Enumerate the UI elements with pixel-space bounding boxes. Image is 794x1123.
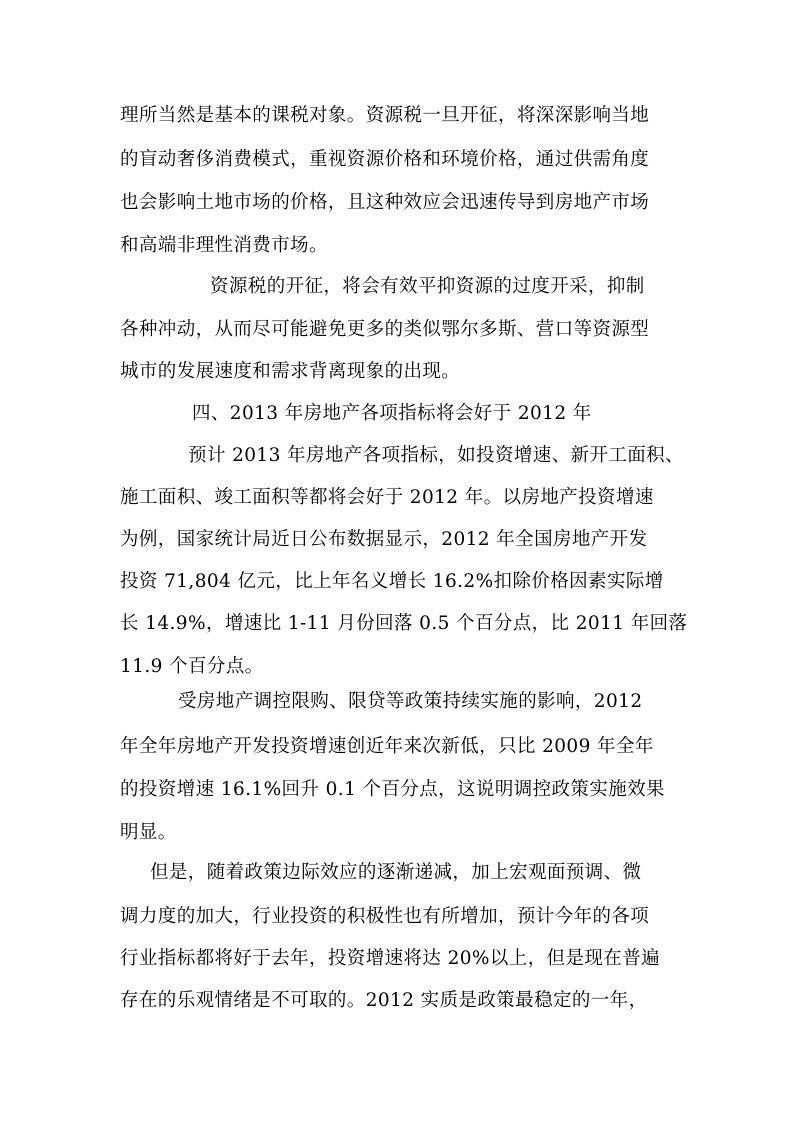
text-line: 存在的乐观情绪是不可取的。2012 实质是政策最稳定的一年， (120, 990, 648, 1011)
text-line: 年全年房地产开发投资增速创近年来次新低，只比 2009 年全年 (120, 736, 654, 757)
text-line: 行业指标都将好于去年，投资增速将达 20%以上，但是现在普遍 (120, 948, 661, 969)
text-line: 受房地产调控限购、限贷等政策持续实施的影响，2012 (178, 691, 643, 712)
text-line: 明显。 (120, 822, 177, 843)
text-line: 资源税的开征，将会有效平抑资源的过度开采，抑制 (210, 276, 645, 297)
text-line: 为例，国家统计局近日公布数据显示，2012 年全国房地产开发 (120, 529, 648, 550)
text-line: 各种冲动，从而尽可能避免更多的类似鄂尔多斯、营口等资源型 (120, 319, 650, 340)
text-line: 施工面积、竣工面积等都将会好于 2012 年。以房地产投资增速 (120, 487, 654, 508)
text-line: 投资 71,804 亿元，比上年名义增长 16.2%扣除价格因素实际增 (120, 571, 664, 592)
text-line: 预计 2013 年房地产各项指标，如投资增速、新开工面积、 (188, 445, 684, 466)
text-line: 调力度的加大，行业投资的积极性也有所增加，预计今年的各项 (120, 906, 650, 927)
text-line: 理所当然是基本的课税对象。资源税一旦开征，将深深影响当地 (120, 105, 650, 126)
text-line: 和高端非理性消费市场。 (120, 235, 328, 256)
section-heading: 四、2013 年房地产各项指标将会好于 2012 年 (192, 403, 592, 424)
text-line: 长 14.9%，增速比 1-11 月份回落 0.5 个百分点，比 2011 年回落 (120, 613, 688, 634)
text-line: 城市的发展速度和需求背离现象的出现。 (120, 361, 461, 382)
text-line: 也会影响土地市场的价格，且这种效应会迅速传导到房地产市场 (120, 192, 650, 213)
text-line: 的盲动奢侈消费模式，重视资源价格和环境价格，通过供需角度 (120, 149, 650, 170)
text-line: 的投资增速 16.1%回升 0.1 个百分点，这说明调控政策实施效果 (120, 779, 665, 800)
text-line: 但是，随着政策边际效应的逐渐递减，加上宏观面预调、微 (150, 862, 642, 883)
text-line: 11.9 个百分点。 (120, 656, 264, 677)
